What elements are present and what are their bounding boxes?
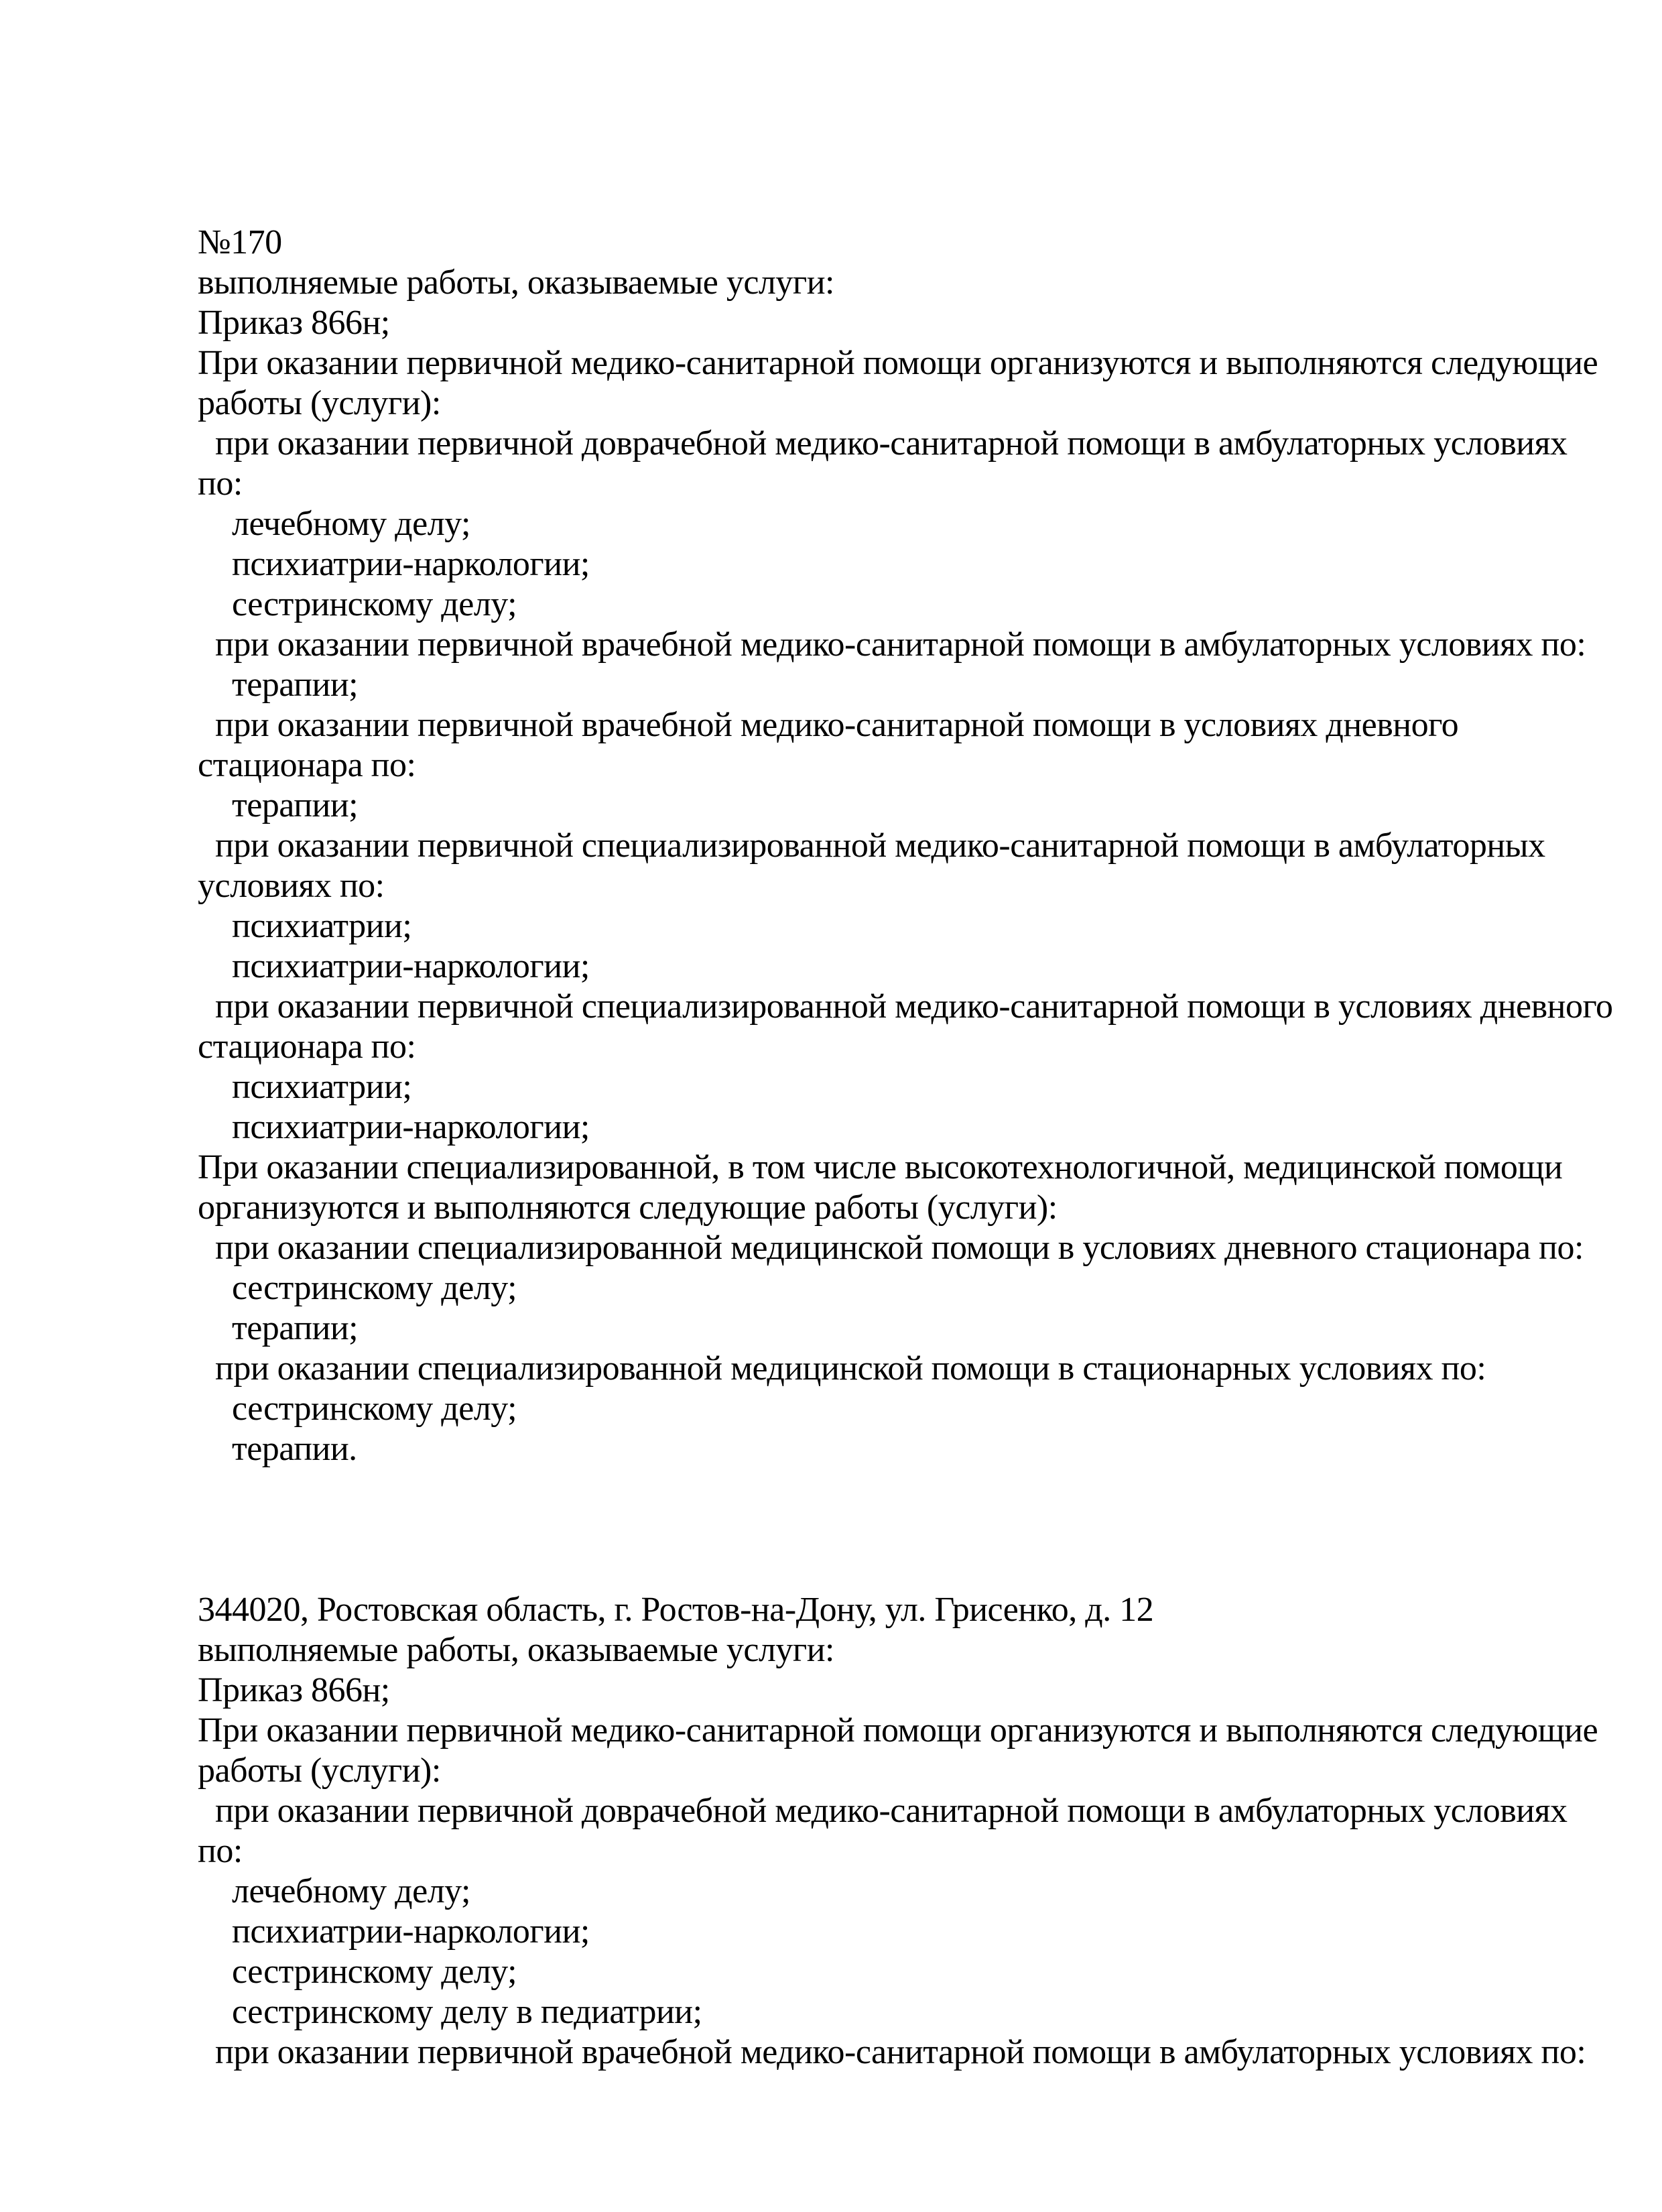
text-line: выполняемые работы, оказываемые услуги: [198, 263, 834, 302]
text-line: сестринскому делу; [232, 1390, 517, 1428]
text-line: терапии; [232, 786, 359, 824]
text-line: психиатрии-наркологии; [232, 545, 590, 583]
text-line: сестринскому делу; [232, 585, 517, 623]
text-line: лечебному делу; [232, 505, 470, 543]
text-line: сестринскому делу в педиатрии; [232, 1993, 702, 2031]
license-works-block-2 [198, 1590, 1645, 2073]
text-line: Приказ 866н; [198, 1671, 390, 1709]
text-line: психиатрии-наркологии; [232, 1108, 590, 1146]
text-line: стационара по: [198, 746, 416, 784]
text-line: при оказании первичной доврачебной медико-санитарной помощи в амбулаторных условиях [215, 1792, 1568, 1830]
text-line: при оказании первичной врачебной медико-санитарной помощи в амбулаторных условиях по: [215, 625, 1586, 664]
text-line: работы (услуги): [198, 1752, 441, 1790]
text-line: терапии; [232, 666, 359, 704]
text-line: терапии; [232, 1309, 359, 1347]
text-line: терапии. [232, 1430, 357, 1468]
text-line: стационара по: [198, 1028, 416, 1066]
text-line: по: [198, 1832, 243, 1870]
text-line: лечебному делу; [232, 1872, 470, 1910]
text-line: при оказании специализированной медицинской помощи в стационарных условиях по: [215, 1349, 1486, 1388]
license-works-block-1 [198, 223, 1645, 1469]
text-line: условиях по: [198, 867, 385, 905]
text-line: психиатрии-наркологии; [232, 1912, 590, 1951]
text-line: сестринскому делу; [232, 1269, 517, 1307]
text-line: При оказании первичной медико-санитарной помощи организуются и выполняются следующие [198, 344, 1598, 382]
text-line: сестринскому делу; [232, 1953, 517, 1991]
text-line: по: [198, 465, 243, 503]
text-line: при оказании специализированной медицинской помощи в условиях дневного стационара по: [215, 1229, 1584, 1267]
license-text [198, 142, 1645, 2113]
text-line: при оказании первичной специализированной медико-санитарной помощи в условиях дневного [215, 987, 1613, 1026]
text-line: работы (услуги): [198, 384, 441, 422]
text-line: при оказании первичной врачебной медико-санитарной помощи в амбулаторных условиях по: [215, 2033, 1586, 2071]
text-line: при оказании первичной специализированной медико-санитарной помощи в амбулаторных [215, 826, 1545, 865]
text-line: Приказ 866н; [198, 304, 390, 342]
text-line: психиатрии; [232, 1068, 412, 1106]
text-line: При оказании первичной медико-санитарной помощи организуются и выполняются следующие [198, 1711, 1598, 1749]
text-line: при оказании первичной врачебной медико-санитарной помощи в условиях дневного [215, 706, 1459, 744]
text-line: психиатрии; [232, 907, 412, 945]
text-line: 344020, Ростовская область, г. Ростов-на-Дону, ул. Грисенко, д. 12 [198, 1591, 1154, 1629]
text-line: при оказании первичной доврачебной медико-санитарной помощи в амбулаторных условиях [215, 424, 1568, 463]
text-line: выполняемые работы, оказываемые услуги: [198, 1631, 834, 1669]
text-line: №170 [198, 223, 282, 261]
text-line: организуются и выполняются следующие работы (услуги): [198, 1188, 1058, 1227]
text-line: психиатрии-наркологии; [232, 947, 590, 985]
text-line: При оказании специализированной, в том числе высокотехнологичной, медицинской помощи [198, 1148, 1563, 1186]
